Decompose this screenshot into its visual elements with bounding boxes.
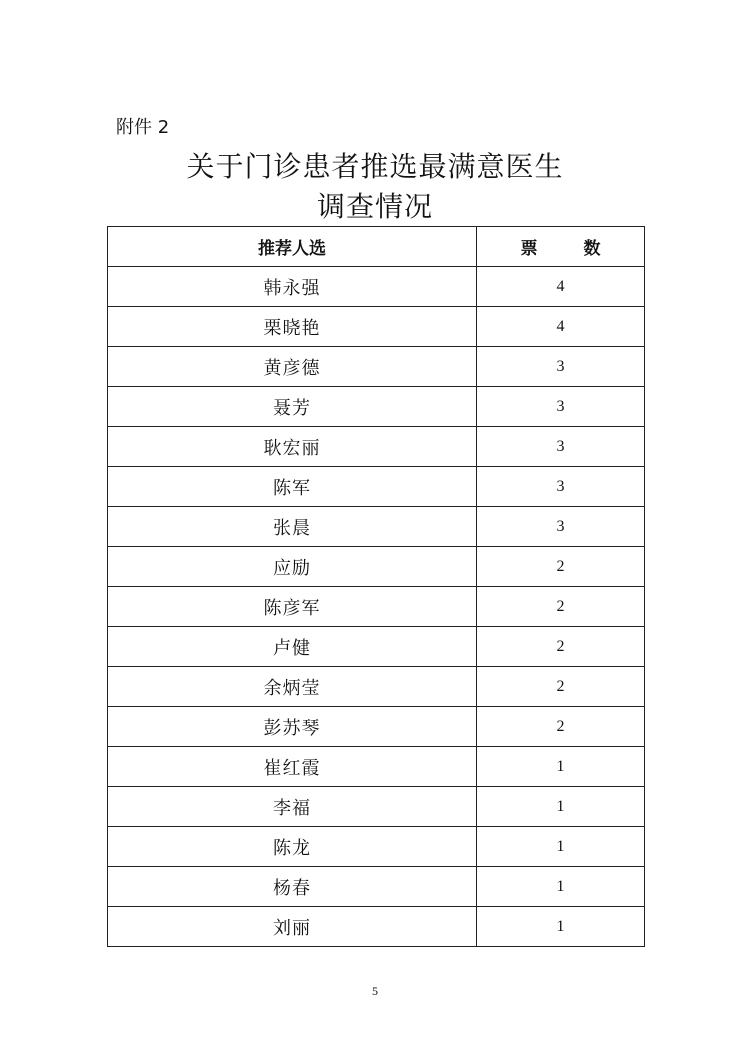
candidate-name: 耿宏丽 [108,427,477,467]
candidate-name: 卢健 [108,627,477,667]
table-row [108,827,645,867]
candidate-name: 黄彦德 [108,347,477,387]
vote-count: 1 [477,827,645,867]
vote-count: 1 [477,907,645,947]
vote-count: 2 [477,627,645,667]
table-row [108,787,645,827]
vote-count: 2 [477,547,645,587]
header-candidate: 推荐人选 [108,227,477,267]
survey-table [107,226,645,947]
candidate-name: 余炳莹 [108,667,477,707]
table-header-row [108,227,645,267]
table-row [108,547,645,587]
table-row [108,627,645,667]
table-row [108,267,645,307]
vote-count: 3 [477,427,645,467]
table-row [108,507,645,547]
vote-count: 2 [477,587,645,627]
candidate-name: 陈彦军 [108,587,477,627]
vote-count: 3 [477,467,645,507]
candidate-name: 彭苏琴 [108,707,477,747]
page-number: 5 [372,984,378,998]
candidate-name: 刘丽 [108,907,477,947]
vote-count: 2 [477,667,645,707]
vote-count: 3 [477,347,645,387]
candidate-name: 栗晓艳 [108,307,477,347]
vote-count: 3 [477,507,645,547]
vote-count: 4 [477,267,645,307]
table-row [108,747,645,787]
table-row [108,467,645,507]
candidate-name: 聂芳 [108,387,477,427]
candidate-name: 陈军 [108,467,477,507]
candidate-name: 崔红霞 [108,747,477,787]
header-votes [477,227,645,267]
vote-count: 3 [477,387,645,427]
vote-count: 1 [477,747,645,787]
table-row [108,707,645,747]
candidate-name: 杨春 [108,867,477,907]
table-row [108,347,645,387]
vote-count: 4 [477,307,645,347]
vote-count: 1 [477,787,645,827]
attachment-label: 附件 2 [116,117,170,138]
table-row [108,387,645,427]
document-title-line-1: 关于门诊患者推选最满意医生 [186,150,564,183]
table-row [108,427,645,467]
candidate-name: 陈龙 [108,827,477,867]
candidate-name: 韩永强 [108,267,477,307]
candidate-name: 李福 [108,787,477,827]
table-row [108,667,645,707]
header-votes-label: 票 数 [520,239,621,259]
vote-count: 2 [477,707,645,747]
table-row [108,587,645,627]
document-title-line-2: 调查情况 [316,190,433,223]
table-row [108,307,645,347]
table-row [108,907,645,947]
candidate-name: 应励 [108,547,477,587]
table-row [108,867,645,907]
vote-count: 1 [477,867,645,907]
table-body [108,267,645,947]
candidate-name: 张晨 [108,507,477,547]
